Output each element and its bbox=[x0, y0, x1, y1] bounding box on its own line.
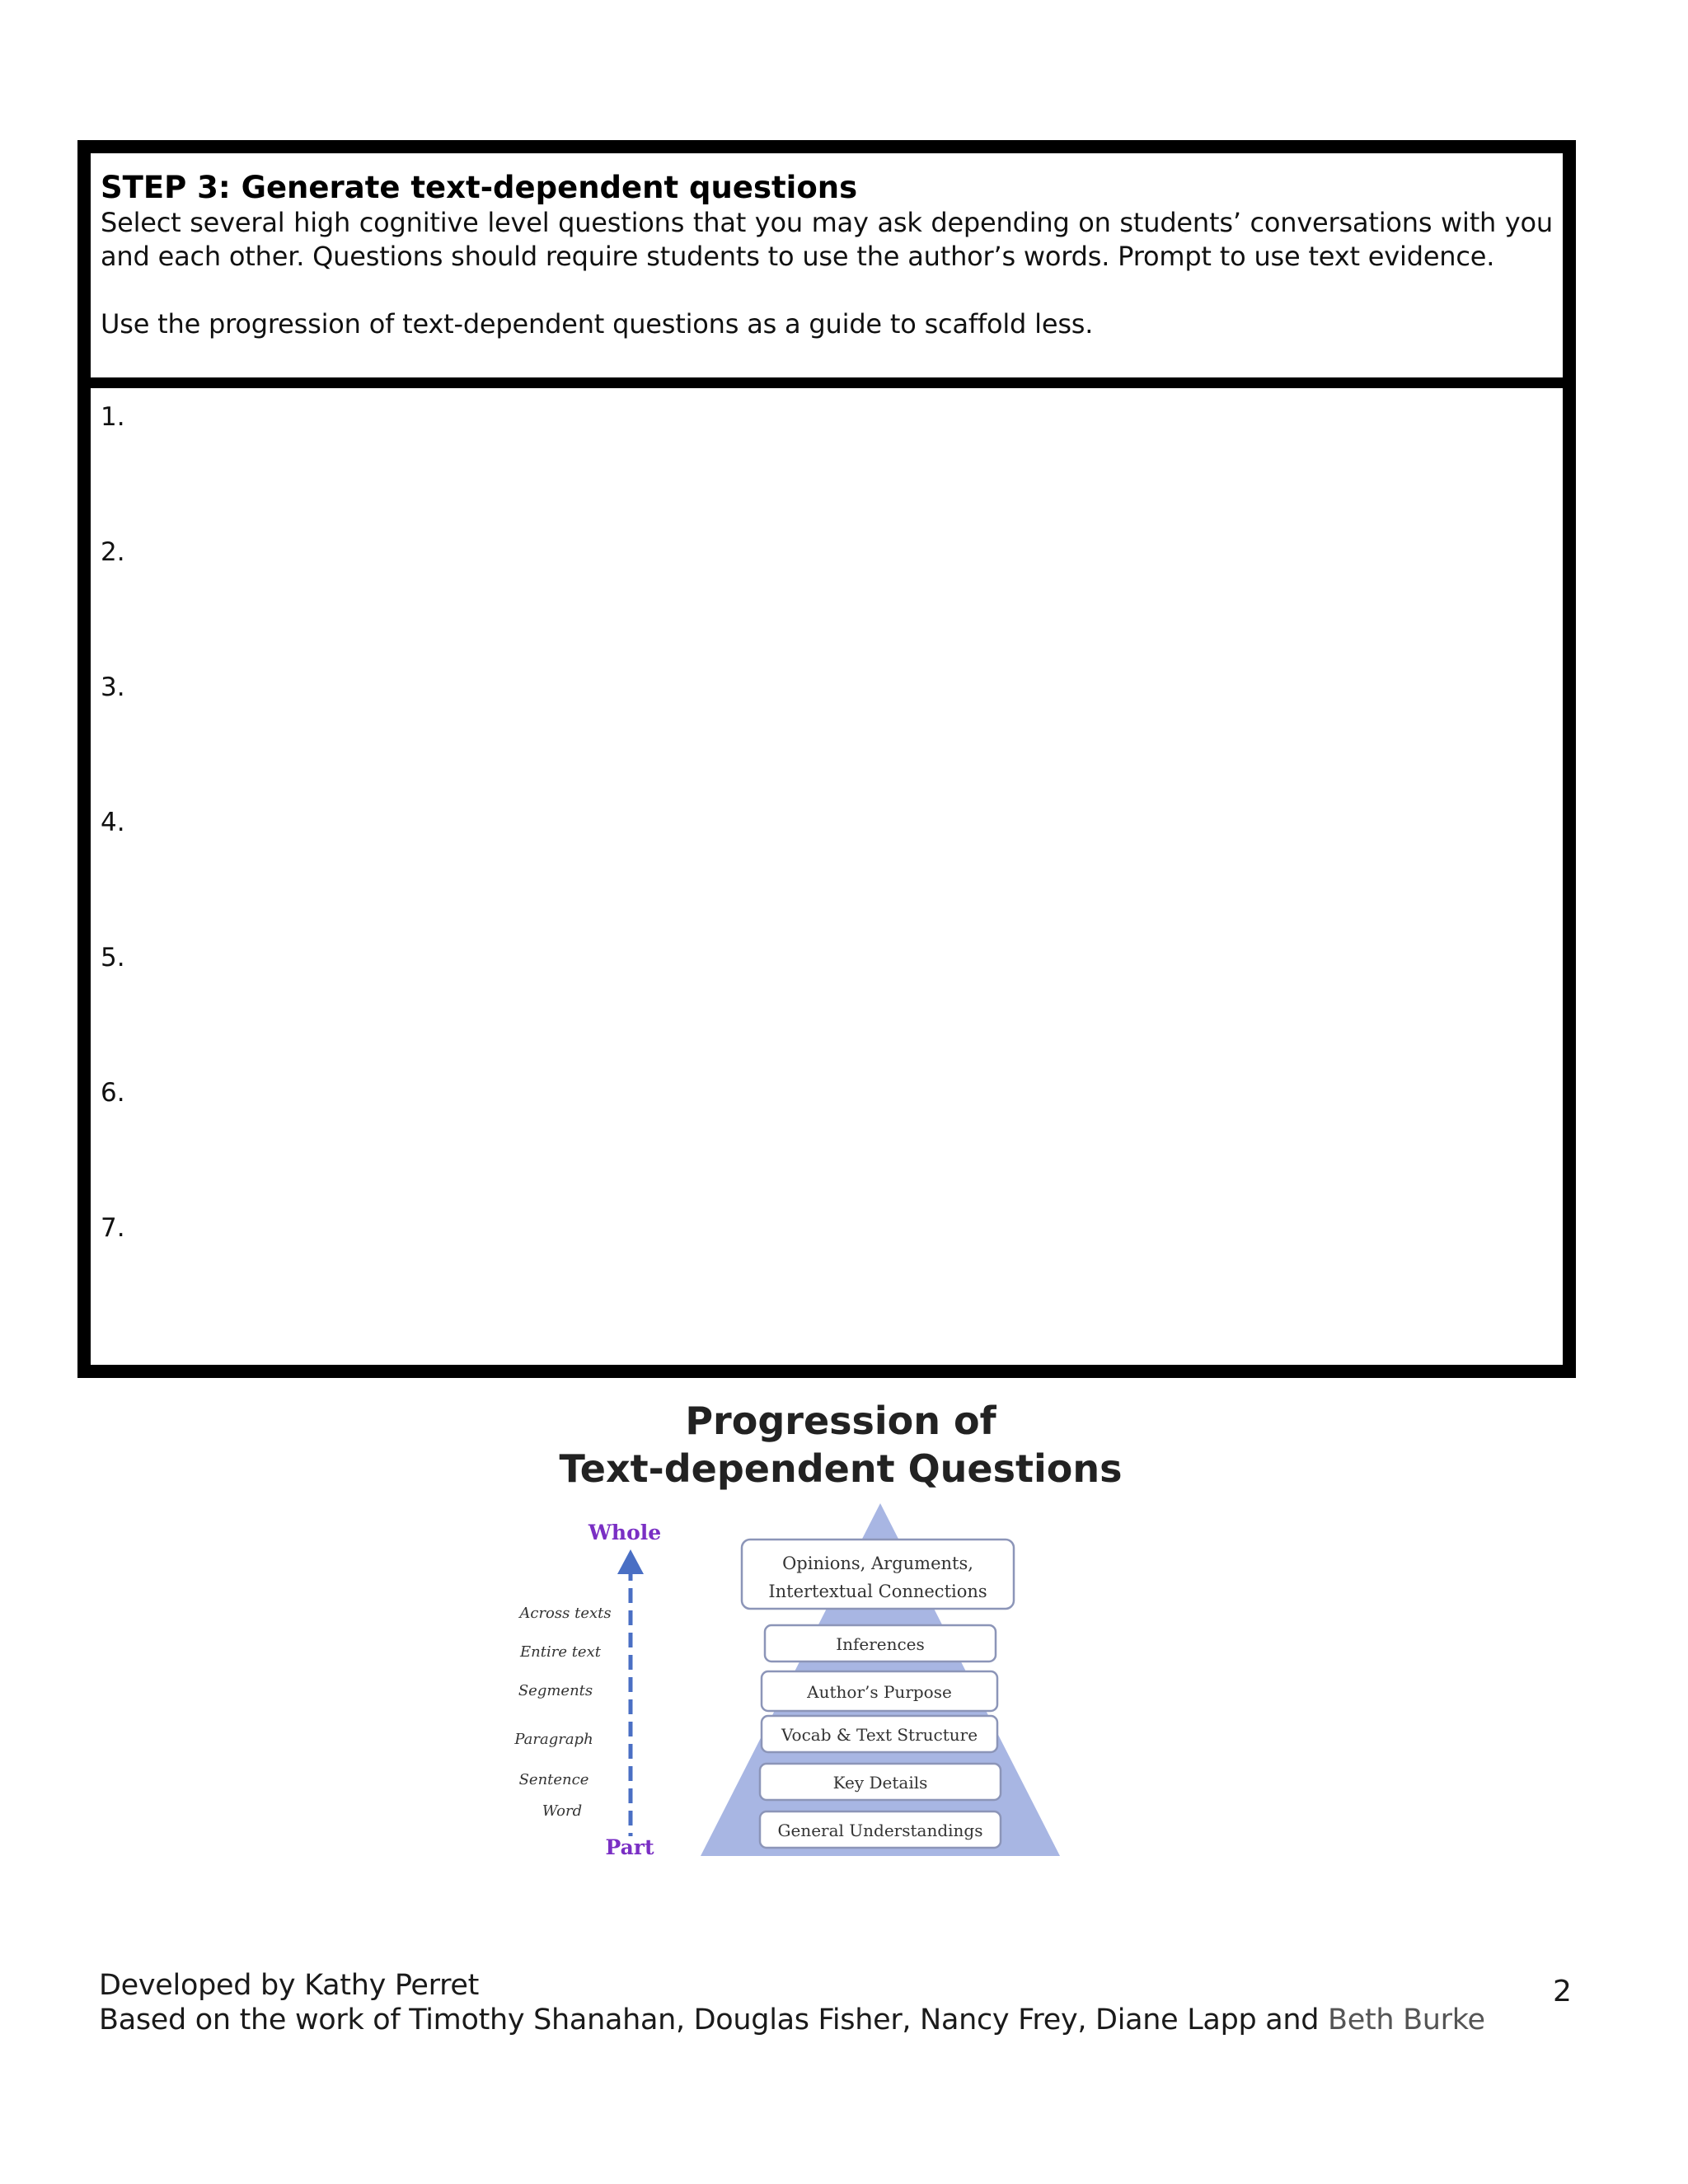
step3-header-cell bbox=[91, 153, 1563, 379]
level-label-4: Vocab & Text Structure bbox=[781, 1725, 978, 1745]
question-number-4: 4. bbox=[101, 808, 125, 837]
scale-label-segments: Segments bbox=[518, 1682, 593, 1699]
scale-label-entire-text: Entire text bbox=[520, 1643, 601, 1661]
footer-attribution-main: Based on the work of Timothy Shanahan, Douglas Fisher, Nancy Frey, Diane Lapp and bbox=[99, 2004, 1328, 2036]
progression-diagram bbox=[503, 1393, 1129, 1887]
level-label-2: Inferences bbox=[836, 1634, 925, 1654]
scale-label-paragraph: Paragraph bbox=[514, 1731, 593, 1748]
figure-title-line2: Text-dependent Questions bbox=[559, 1446, 1123, 1491]
question-number-2: 2. bbox=[101, 537, 125, 567]
part-label: Part bbox=[605, 1835, 654, 1859]
question-number-6: 6. bbox=[101, 1078, 125, 1108]
footer-attribution-gray: Beth Burke bbox=[1328, 2004, 1485, 2036]
arrow-up-icon bbox=[617, 1549, 644, 1574]
figure-title-line1: Progression of bbox=[685, 1399, 996, 1443]
question-number-5: 5. bbox=[101, 943, 125, 972]
step-title: STEP 3: Generate text-dependent questions bbox=[101, 170, 858, 205]
whole-label: Whole bbox=[588, 1521, 662, 1544]
question-number-3: 3. bbox=[101, 673, 125, 702]
step-guide: Use the progression of text-dependent questions as a guide to scaffold less. bbox=[101, 308, 1094, 340]
step3-table bbox=[77, 140, 1576, 1378]
question-number-1: 1. bbox=[101, 402, 125, 432]
step-instructions: Select several high cognitive level questions that you may ask depending on students’ conversations with you and each other. Questions should require students to use the author’s words. Prompt to use text evidence. bbox=[101, 207, 1553, 272]
table-divider bbox=[91, 377, 1563, 388]
scale-label-across-texts: Across texts bbox=[519, 1605, 612, 1622]
progression-figure bbox=[503, 1393, 1129, 1887]
scale-label-word: Word bbox=[542, 1802, 583, 1820]
scale-label-sentence: Sentence bbox=[518, 1771, 589, 1788]
level-label-6: General Understandings bbox=[777, 1821, 983, 1840]
footer-attribution bbox=[99, 2003, 1485, 2037]
footer-credit: Developed by Kathy Perret bbox=[99, 1969, 480, 2002]
level-label-1a: Opinions, Arguments, bbox=[782, 1554, 973, 1573]
level-label-1b: Intertextual Connections bbox=[768, 1582, 987, 1601]
question-number-7: 7. bbox=[101, 1213, 125, 1243]
level-label-3: Author’s Purpose bbox=[807, 1682, 952, 1702]
level-label-5: Key Details bbox=[832, 1773, 928, 1793]
page-number: 2 bbox=[1553, 1975, 1572, 2008]
